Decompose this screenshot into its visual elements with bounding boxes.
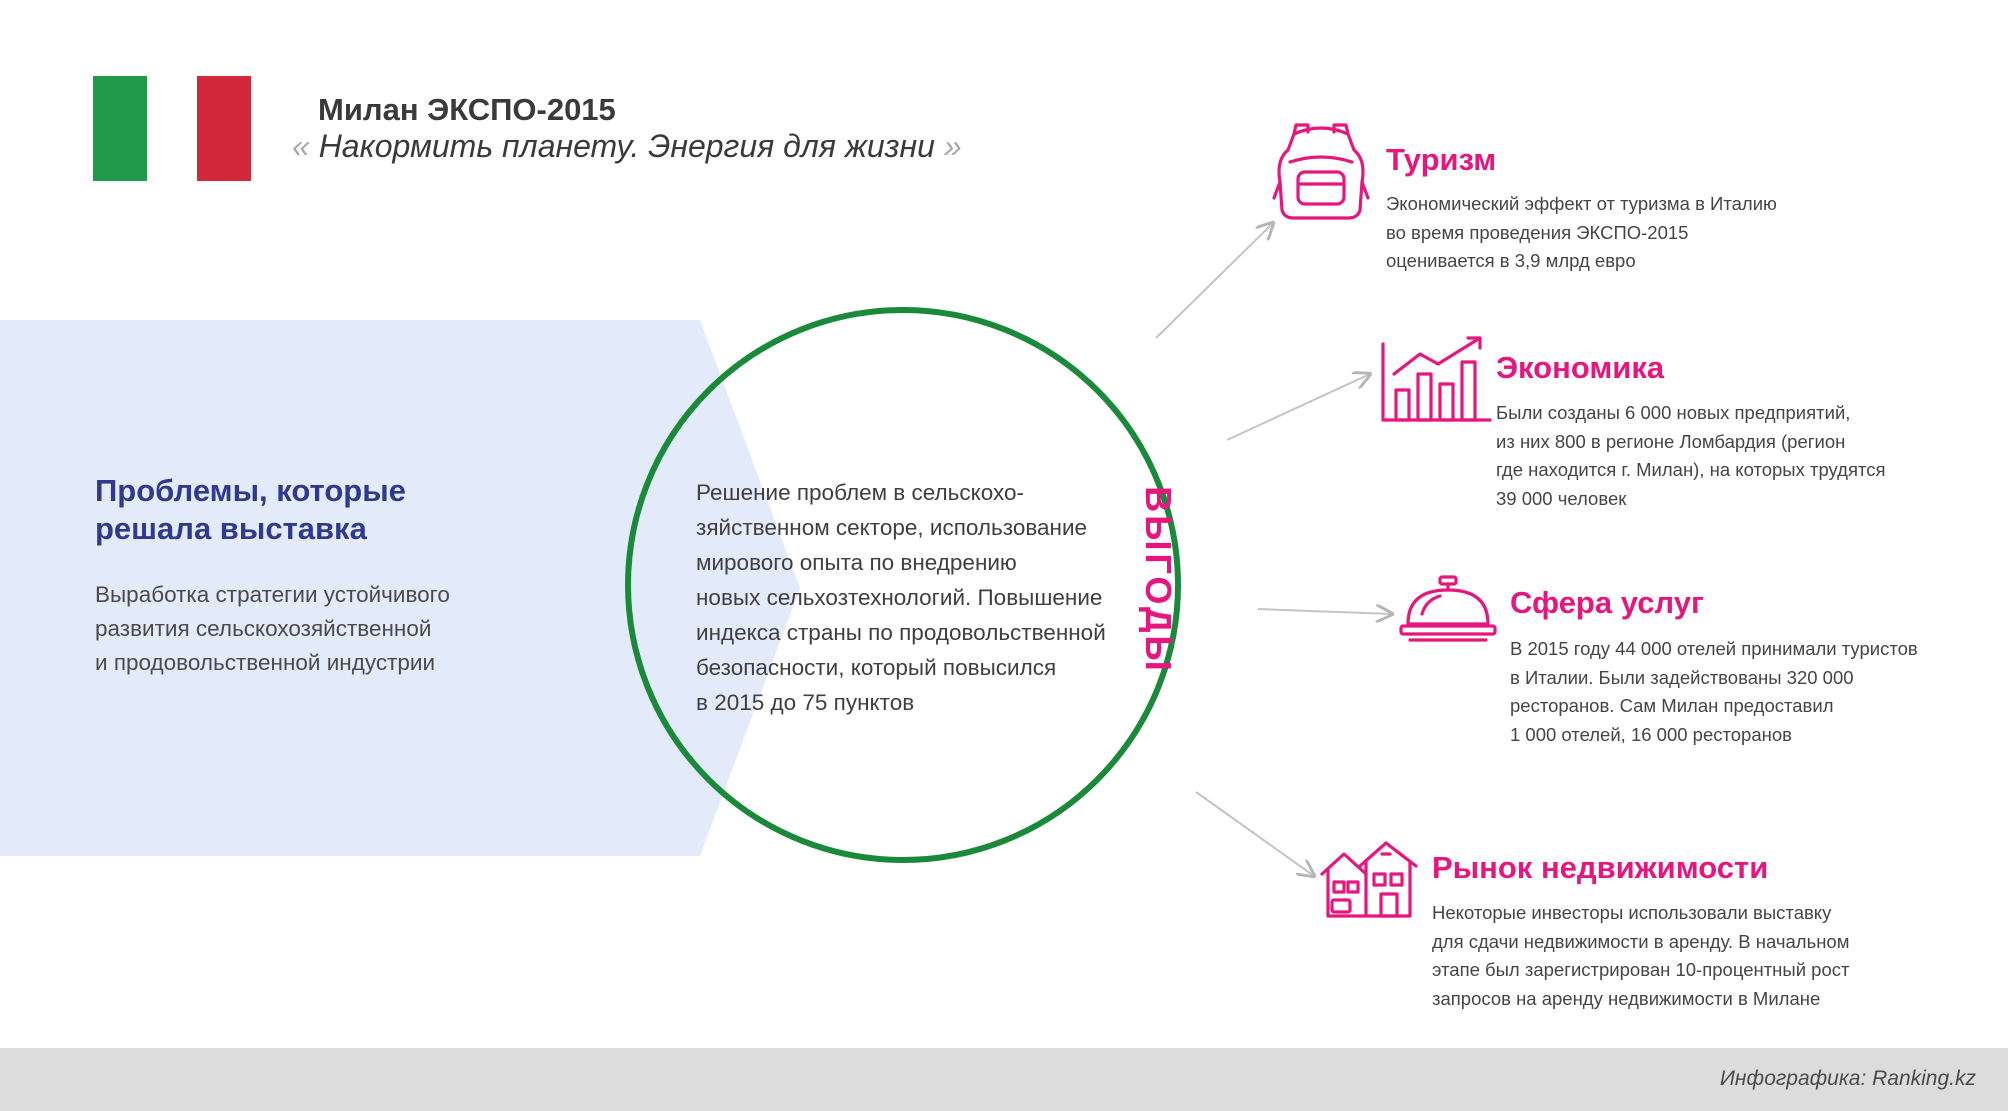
benefit-economy-text bbox=[1496, 399, 1886, 513]
arrow-realestate bbox=[1196, 792, 1314, 876]
benefit-tourism-title: Туризм bbox=[1386, 142, 1497, 177]
solution-text-line: новых сельхозтехнологий. Повышение bbox=[696, 585, 1103, 610]
benefit-text-line: Были созданы 6 000 новых предприятий, bbox=[1496, 402, 1851, 423]
bar-chart-icon bbox=[1380, 334, 1492, 424]
benefit-text-line: запросов на аренду недвижимости в Милане bbox=[1432, 987, 1821, 1009]
benefit-text-line: этапе был зарегистрирован 10-процентный рост bbox=[1432, 959, 1850, 980]
houses-icon bbox=[1320, 840, 1420, 920]
benefit-tourism-text bbox=[1386, 190, 1777, 276]
benefit-services-text bbox=[1510, 635, 1918, 749]
solution-text bbox=[696, 475, 1176, 720]
footer-credit: Инфографика: Ranking.kz bbox=[1719, 1067, 1976, 1090]
benefit-text-line: в Италии. Были задействованы 320 000 bbox=[1510, 666, 1854, 688]
benefit-text-line: для сдачи недвижимости в аренду. В начальном bbox=[1432, 930, 1850, 952]
problems-text-line: Выработка стратегии устойчивого bbox=[95, 582, 450, 607]
benefit-text-line: Некоторые инвесторы использовали выставку bbox=[1432, 902, 1832, 923]
benefit-text-line: Экономический эффект от туризма в Италию bbox=[1386, 193, 1777, 214]
benefit-text-line: оценивается в 3,9 млрд евро bbox=[1386, 250, 1636, 271]
benefit-text-line: 1 000 отелей, 16 000 ресторанов bbox=[1510, 723, 1792, 745]
benefit-realestate-title: Рынок недвижимости bbox=[1432, 850, 1769, 885]
benefit-text-line: 39 000 человек bbox=[1496, 487, 1627, 509]
service-bell-icon bbox=[1398, 574, 1498, 644]
problems-text bbox=[95, 578, 565, 680]
flag-red-stripe bbox=[197, 76, 251, 181]
solution-text-line: зяйственном секторе, использование bbox=[696, 515, 1088, 540]
benefits-label: ВЫГОДЫ bbox=[1138, 486, 1179, 674]
benefit-services-title: Сфера услуг bbox=[1510, 585, 1704, 620]
footer-bar bbox=[0, 1048, 2008, 1111]
solution-text-line: мирового опыта по внедрению bbox=[696, 550, 1017, 575]
slogan-text: Накормить планету. Энергия для жизни bbox=[318, 128, 935, 164]
problems-title-line: решала выставка bbox=[95, 511, 367, 546]
benefit-text-line: во время проведения ЭКСПО-2015 bbox=[1386, 221, 1689, 243]
benefit-text-line: В 2015 году 44 000 отелей принимали туристов bbox=[1510, 638, 1918, 659]
problems-text-line: и продовольственной индустрии bbox=[95, 650, 436, 675]
solution-text-line: индекса страны по продовольственной bbox=[696, 620, 1106, 645]
solution-text-line: Решение проблем в сельскохо- bbox=[696, 480, 1024, 505]
benefit-economy-title: Экономика bbox=[1496, 350, 1665, 385]
page-title: Милан ЭКСПО-2015 bbox=[318, 92, 616, 127]
flag-green-stripe bbox=[93, 76, 147, 181]
slogan-close-quote: » bbox=[943, 128, 962, 164]
benefit-realestate-text bbox=[1432, 899, 1849, 1013]
benefit-text-line: где находится г. Милан), на которых трудятся bbox=[1496, 459, 1886, 480]
slogan-open-quote: « bbox=[292, 128, 310, 164]
solution-text-line: безопасности, который повысился bbox=[696, 655, 1057, 680]
slogan bbox=[292, 128, 962, 165]
problems-title-line: Проблемы, которые bbox=[95, 473, 406, 508]
benefit-text-line: из них 800 в регионе Ломбардия (регион bbox=[1496, 430, 1846, 452]
backpack-icon bbox=[1272, 120, 1370, 222]
problems-title bbox=[95, 472, 495, 548]
benefit-text-line: ресторанов. Сам Милан предоставил bbox=[1510, 695, 1834, 716]
solution-text-line: в 2015 до 75 пунктов bbox=[696, 690, 915, 715]
arrow-tourism bbox=[1156, 223, 1273, 338]
arrow-economy bbox=[1227, 374, 1370, 440]
arrow-services bbox=[1258, 609, 1392, 614]
problems-text-line: развития сельскохозяйственной bbox=[95, 616, 432, 641]
